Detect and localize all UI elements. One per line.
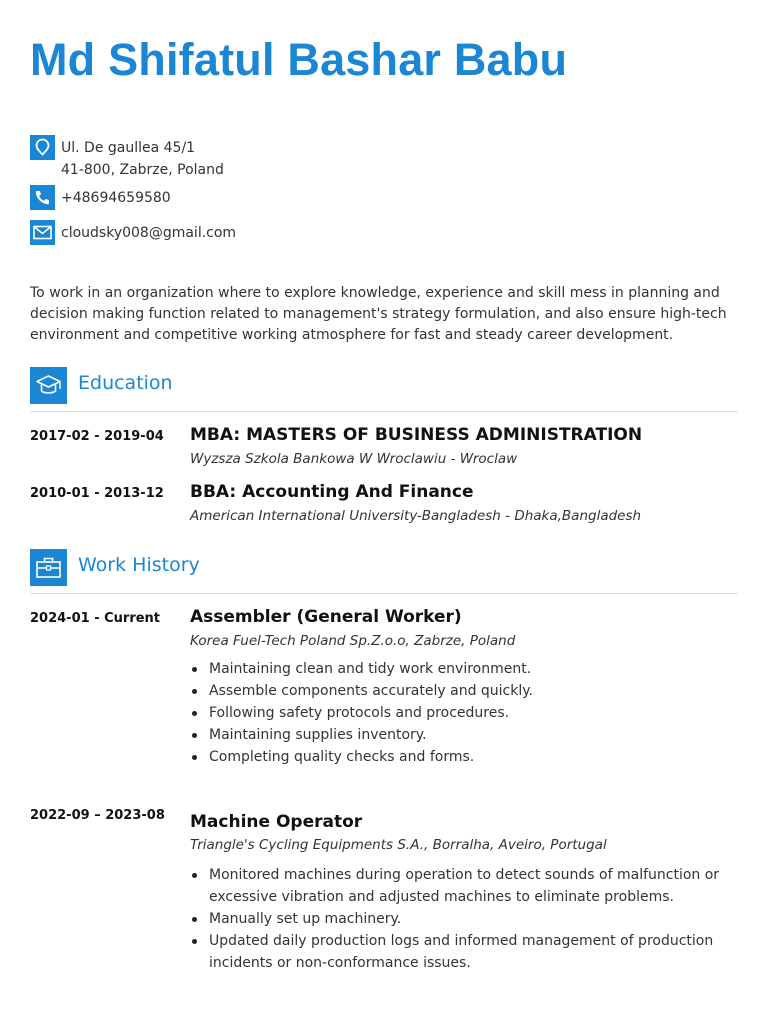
section-divider xyxy=(30,593,738,594)
education-degree: BBA: Accounting And Finance xyxy=(190,482,474,502)
career-summary: To work in an organization where to explore knowledge, experience and skill mess in planning and decision making function related to management's strategy formulation, and also ensure high-tech environment and competitive working atmosphere for fast and steady career development. xyxy=(30,285,727,343)
education-degree: MBA: MASTERS OF BUSINESS ADMINISTRATION xyxy=(190,425,643,445)
education-school: Wyzsza Szkola Bankowa W Wroclawiu - Wroclaw xyxy=(190,451,518,467)
education-school: American International University-Bangladesh - Dhaka,Bangladesh xyxy=(190,508,642,524)
list-item: Monitored machines during operation to detect sounds of malfunction or excessive vibration and adjusted machines to eliminate problems. xyxy=(190,864,730,908)
list-item: Manually set up machinery. xyxy=(190,908,730,930)
education-heading: Education xyxy=(78,372,173,394)
list-item: Updated daily production logs and informed management of production incidents or non-conformance issues. xyxy=(190,930,730,974)
work-history-section-header xyxy=(30,549,738,589)
address-line-1: Ul. De gaullea 45/1 xyxy=(61,140,196,156)
email-icon xyxy=(30,220,55,245)
job-title: Machine Operator xyxy=(190,812,363,832)
list-item: Following safety protocols and procedures. xyxy=(190,702,730,724)
section-divider xyxy=(30,411,738,412)
graduation-cap-icon xyxy=(30,367,67,404)
email-text: cloudsky008@gmail.com xyxy=(61,225,237,241)
address-text xyxy=(61,137,224,181)
list-item: Maintaining supplies inventory. xyxy=(190,724,730,746)
briefcase-icon xyxy=(30,549,67,586)
address-line-2: 41-800, Zabrze, Poland xyxy=(61,162,224,178)
job-title: Assembler (General Worker) xyxy=(190,607,462,627)
job-employer: Korea Fuel-Tech Poland Sp.Z.o.o, Zabrze, Poland xyxy=(190,633,516,649)
job-date: 2022-09 – 2023-08 xyxy=(30,808,165,823)
phone-icon xyxy=(30,185,55,210)
work-history-heading: Work History xyxy=(78,554,200,576)
job-employer: Triangle's Cycling Equipments S.A., Borralha, Aveiro, Portugal xyxy=(190,837,607,853)
candidate-name: Md Shifatul Bashar Babu xyxy=(30,34,568,85)
job-date: 2024-01 - Current xyxy=(30,611,161,626)
education-date: 2017-02 - 2019-04 xyxy=(30,429,164,444)
job-duties-list xyxy=(190,658,730,768)
phone-text: +48694659580 xyxy=(61,190,171,206)
job-duties-list xyxy=(190,864,730,974)
location-pin-icon xyxy=(30,135,55,160)
list-item: Assemble components accurately and quickly. xyxy=(190,680,730,702)
education-date: 2010-01 - 2013-12 xyxy=(30,486,164,501)
list-item: Completing quality checks and forms. xyxy=(190,746,730,768)
education-section-header xyxy=(30,367,738,407)
list-item: Maintaining clean and tidy work environment. xyxy=(190,658,730,680)
